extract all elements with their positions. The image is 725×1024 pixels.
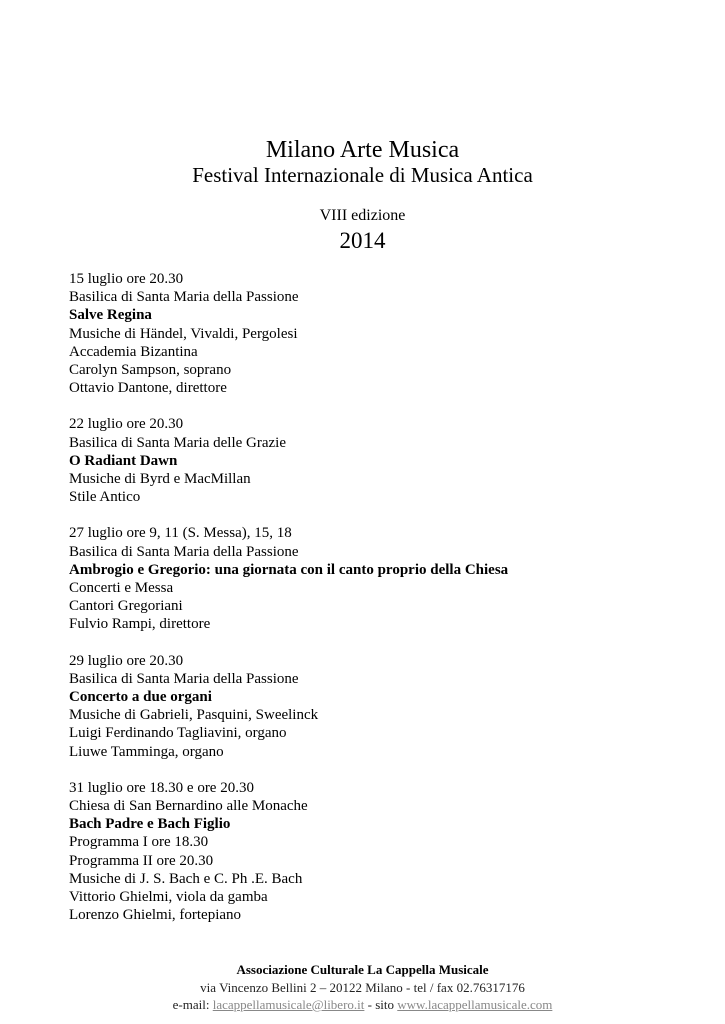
event-detail: Programma I ore 18.30: [69, 834, 209, 851]
event-detail: Cantori Gregoriani: [69, 598, 183, 615]
footer-address: via Vincenzo Bellini 2 – 20122 Milano - tel / fax 02.76317176: [200, 979, 525, 995]
event-title: Ambrogio e Gregorio: una giornata con il canto proprio della Chiesa: [69, 561, 509, 578]
event-entry: [69, 652, 709, 761]
email-link[interactable]: lacappellamusicale@libero.it: [212, 997, 365, 1012]
event-date: 15 luglio ore 20.30: [69, 271, 184, 287]
event-detail: Musiche di Händel, Vivaldi, Pergolesi: [69, 325, 298, 342]
event-entry: [69, 779, 709, 925]
event-entry: [69, 270, 709, 397]
event-venue: Chiesa di San Bernardino alle Monache: [69, 798, 308, 815]
edition-label: VIII edizione: [319, 207, 406, 224]
event-title: Concerto a due organi: [69, 689, 212, 706]
event-date: 31 luglio ore 18.30 e ore 20.30: [69, 779, 254, 796]
event-date: 22 luglio ore 20.30: [69, 416, 184, 433]
event-detail: Musiche di Gabrieli, Pasquini, Sweelinck: [69, 707, 319, 724]
event-title: Salve Regina: [69, 307, 152, 324]
event-detail: Concerti e Messa: [69, 580, 174, 597]
event-list: [69, 270, 709, 943]
event-venue: Basilica di Santa Maria delle Grazie: [69, 434, 286, 451]
festival-subtitle: Festival Internazionale di Musica Antica: [192, 163, 533, 187]
event-detail: Musiche di J. S. Bach e C. Ph .E. Bach: [69, 870, 303, 887]
event-entry: [69, 415, 709, 506]
event-detail: Vittorio Ghielmi, viola da gamba: [69, 889, 268, 906]
event-detail: Lorenzo Ghielmi, fortepiano: [69, 907, 242, 924]
event-detail: Musiche di Byrd e MacMillan: [69, 471, 251, 488]
event-detail: Ottavio Dantone, direttore: [69, 380, 227, 397]
event-detail: Fulvio Rampi, direttore: [69, 616, 211, 633]
footer-organization: Associazione Culturale La Cappella Musicale: [236, 962, 489, 977]
event-entry: [69, 524, 709, 633]
event-detail: Accademia Bizantina: [69, 343, 198, 360]
event-detail: Luigi Ferdinando Tagliavini, organo: [69, 725, 287, 742]
event-detail: Programma II ore 20.30: [69, 852, 214, 869]
footer: [0, 961, 725, 1014]
event-title: O Radiant Dawn: [69, 452, 178, 469]
event-detail: Carolyn Sampson, soprano: [69, 362, 232, 379]
event-detail: Liuwe Tamminga, organo: [69, 743, 224, 760]
event-venue: Basilica di Santa Maria della Passione: [69, 670, 299, 687]
footer-contacts: [0, 996, 725, 1014]
event-venue: Basilica di Santa Maria della Passione: [69, 543, 299, 560]
event-venue: Basilica di Santa Maria della Passione: [69, 289, 299, 306]
email-label: e-mail:: [172, 997, 213, 1012]
event-detail: Stile Antico: [69, 489, 141, 506]
event-date: 29 luglio ore 20.30: [69, 652, 184, 669]
festival-year: 2014: [339, 228, 386, 253]
event-date: 27 luglio ore 9, 11 (S. Messa), 15, 18: [69, 525, 292, 542]
event-title: Bach Padre e Bach Figlio: [69, 816, 231, 833]
site-label: - sito: [364, 997, 398, 1012]
website-link[interactable]: www.lacappellamusicale.com: [397, 997, 553, 1012]
festival-title: Milano Arte Musica: [265, 137, 460, 163]
